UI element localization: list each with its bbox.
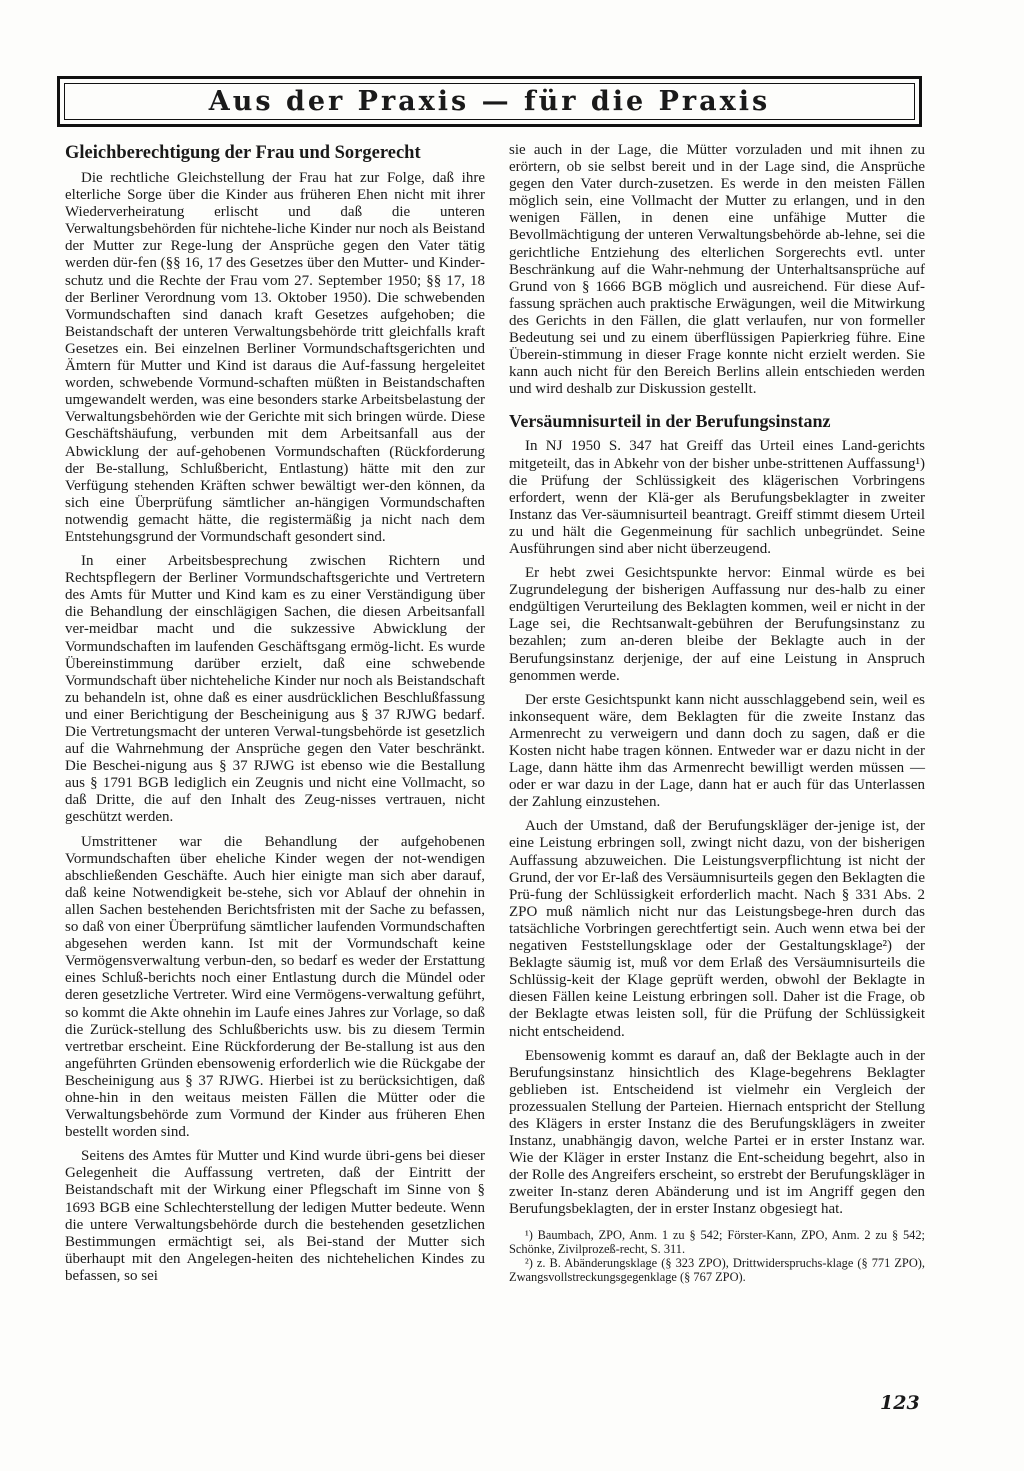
footnotes: [509, 1228, 925, 1285]
left-column: [65, 142, 485, 1292]
footnote: ²) z. B. Abänderungsklage (§ 323 ZPO), Drittwiderspruchs-klage (§ 771 ZPO), Zwangsvollstreckungsgegenklage (§ 767 ZPO).: [509, 1256, 925, 1285]
article-paragraph-continued: sie auch in der Lage, die Mütter vorzuladen und mit ihnen zu erörtern, ob sie selbst bereit und in der Lage sind, die Ansprüche gegen den Vater durch-zusetzen. Es werde in den meisten Fällen möglich sein, eine Vollmacht der Mutter zu erlangen, und in den wenigen Fällen, in denen eine unfähige Mutter die Bevollmächtigung der unteren Verwaltungsbehörde ab-lehne, sei die gerichtliche Entziehung des elterlichen Sorgerechts evtl. unter Beschränkung auf die Wahr-nehmung der Unterhaltsansprüche auf Grund von § 1666 BGB möglich und ausreichend. Für diese Auf-fassung sprächen auch praktische Erwägungen, weil die Mitwirkung des Gerichts in den Fällen, die glatt verlaufen, nur von formeller Bedeutung sei und zu einem überflüssigen Papierkrieg führe. Eine Überein-stimmung in dieser Frage konnte nicht erzielt werden. Sie kann auch nicht für den Bereich Berlins allein entschieden werden und wird deshalb zur Diskussion gestellt.: [509, 142, 925, 398]
article-paragraph: Auch der Umstand, daß der Berufungskläger der-jenige ist, der eine Leistung erbringen soll, zwingt nicht dazu, von der bisherigen Auffassung abzuweichen. Die Leistungsverpflichtung ist nicht der Grund, der vor Er-laß des Versäumnisurteils gegen den Beklagten die Prü-fung der Schlüssigkeit erforderlich macht. Nach § 331 Abs. 2 ZPO muß nämlich nicht nur das Leistungsbege-hren durch das tatsächliche Vorbringen gerechtfertigt sein. Auch wenn etwa bei der negativen Feststellungsklage oder der Gestaltungsklage²) der Beklagte säumig ist, muß vor dem Erlaß des Versäumnisurteils die Schlüssig-keit der Klage geprüft werden, obwohl der Beklagte in diesen Fällen keine Leistung erbringen soll. Daher ist die Frage, ob der Beklagte etwas leisten soll, für die Prüfung der Schlüssigkeit nicht entscheidend.: [509, 818, 925, 1040]
right-column: [509, 142, 925, 1285]
article-paragraph: In einer Arbeitsbesprechung zwischen Richtern und Rechtspflegern der Berliner Vormundschaftsgerichte und Vertretern des Amts für Mutter und Kind kam es zu einer Verständigung über die Behandlung der einschlägigen Sachen, die diesen Arbeitsanfall ver-meidbar macht und die sukzessive Abwicklung der Vormundschaften im laufenden Geschäftsgang ermög-licht. Es wurde Übereinstimmung darüber erzielt, daß eine schwebende Vormundschaft über nichteheliche Kinder nur noch als Beistandschaft zu behandeln ist, ohne daß es einer ausdrücklichen Beschlußfassung und einer Berichtigung der Bescheinigung aus § 37 RJWG bedarf. Die Vertretungsmacht der unteren Verwal-tungsbehörde ist gesetzlich auf die Wahrnehmung der Ansprüche gegen den Vater beschränkt. Die Beschei-nigung aus § 37 RJWG ist ebenso wie die Bestallung aus § 1791 BGB lediglich ein Zeugnis und nicht eine Vollmacht, so daß Dritte, die auf den Inhalt des Zeug-nisses vertrauen, nicht geschützt werden.: [65, 553, 486, 826]
article-paragraph: Er hebt zwei Gesichtspunkte hervor: Einmal würde es bei Zugrundelegung der bisherigen Auffassung nur des-halb zu einer endgültigen Verurteilung des Beklagten kommen, weil er nicht in der Lage sei, die Rechtsanwalt-gebühren der Berufungsinstanz zu bezahlen; zum an-deren bleibe der Beklagte auch in der Berufungsinstanz derjenige, der auf eine Leistung in Anspruch genommen werde.: [509, 565, 925, 684]
article-paragraph: In NJ 1950 S. 347 hat Greiff das Urteil eines Land-gerichts mitgeteilt, das in Abkehr von der bisher unbe-strittenen Auffassung¹) die Prüfung der Schlüssigkeit des klägerischen Vorbringens erfordert, wenn der Klä-ger als Berufungsbeklagter in zweiter Instanz das Ver-säumnisurteil beantragt. Greiff stimmt diesem Urteil zu und hält die Gegenmeinung für sachlich unbegründet. Seine Ausführungen sind aber nicht überzeugend.: [509, 438, 925, 557]
section-title: Aus der Praxis — für die Praxis: [208, 86, 771, 117]
article-paragraph: Umstrittener war die Behandlung der aufgehobenen Vormundschaften über eheliche Kinder wegen der not-wendigen abschließenden Geschäfte. Auch hier einigte man sich aber darauf, daß keine Notwendigkeit be-stehe, sich vor Ablauf der ohnehin in allen Sachen bestehenden Berichtsfristen mit der Sache zu befassen, so daß von einer Überprüfung sämtlicher laufenden Vormundschaften abgesehen werden kann. Ist mit der Vormundschaft keine Vermögensverwaltung verbun-den, so bedarf es weder der Erstattung eines Schluß-berichts noch einer Entlastung durch die Mündel oder deren gesetzliche Vertreter. Wird eine Vermögens-verwaltung geführt, so kommt die Akte ohnehin im Laufe eines Jahres zur Vorlage, so daß die Zurück-stellung des Schlußberichts usw. bis zu diesem Termin vertretbar erscheint. Eine Rückforderung der Be-stallung ist aus den angeführten Gründen ebensowenig erforderlich wie die Rückgabe der Bescheinigung aus § 37 RJWG. Hierbei ist zu berücksichtigen, daß ohne-hin in den weitaus meisten Fällen die Mütter oder die Verwaltungsbehörde zum Vormund der Kinder aus früheren Ehen bestellt worden sind.: [65, 833, 485, 1141]
article-heading-sorgerecht: Gleichberechtigung der Frau und Sorgerecht: [65, 143, 421, 163]
article-paragraph: Die rechtliche Gleichstellung der Frau hat zur Folge, daß ihre elterliche Sorge über die Kinder aus früheren Ehen nicht mit ihrer Wiederverheiratung erlischt und daß die unteren Verwaltungsbehörden für nichtehe-liche Kinder nur noch als Beistand der Mutter zur Rege-lung der Ansprüche gegen den Vater tätig werden dür-fen (§§ 16, 17 des Gesetzes über den Mutter- und Kinder-schutz und die Rechte der Frau vom 27. September 1950; §§ 17, 18 der Berliner Verordnung vom 13. Oktober 1950). Die schwebenden Vormundschaften sind danach kraft Gesetzes aufgehoben; die Beistandschaft der unteren Verwaltungsbehörde tritt gleichfalls kraft Gesetzes ein. Bei einzelnen Berliner Vormundschaftsgerichten und Ämtern für Mutter und Kind ist daraus die Auf-fassung hergeleitet worden, schwebende Vormund-schaften müßten in Beistandschaften umgewandelt werden, was eine besonders starke Arbeitsbelastung der Verwaltungsbehörden wie der Gerichte mit sich bringen würde. Diese Geschäftshäufung, verbunden mit dem Arbeitsanfall aus der Abwicklung der auf-gehobenen Vormundschaften (Rückforderung der Be-stallung, Schlußbericht, Entlastung) hätte mit den zur Verfügung stehenden Kräften schwer bewältigt wer-den können, da sich eine Überprüfung sämtlicher an-hängigen Vormundschaften notwendig gemacht hätte, die registermäßig ja nicht nach dem Entstehungsgrund der Vormundschaft gesondert sind.: [65, 170, 485, 545]
article-heading-versaeumnisurteil: Versäumnisurteil in der Berufungsinstanz: [509, 411, 831, 432]
article-paragraph: Der erste Gesichtspunkt kann nicht ausschlaggebend sein, weil es inkonsequent wäre, dem Beklagten für die zweite Instanz das Armenrecht zu verweigern und dann doch zu sagen, daß er die Kosten nicht habe tragen können. Entweder war er dazu nicht in der Lage, dann hätte ihm das Armenrecht bewilligt werden müssen — oder er war dazu in der Lage, dann hat er auch für das Unterlassen der Zahlung einzustehen.: [509, 691, 925, 811]
footnote: ¹) Baumbach, ZPO, Anm. 1 zu § 542; Förster-Kann, ZPO, Anm. 2 zu § 542; Schönke, Zivilprozeß-recht, S. 311.: [509, 1227, 925, 1256]
section-banner: [57, 76, 922, 127]
article-paragraph: Seitens des Amtes für Mutter und Kind wurde übri-gens bei dieser Gelegenheit die Auffassung vertreten, daß der Eintritt der Beistandschaft mit der Wirkung einer Pflegschaft im Sinne von § 1693 BGB eine Schlechterstellung der ledigen Mutter bedeute. Wenn die untere Verwaltungsbehörde durch die bestehenden gesetzlichen Bestimmungen ermächtigt sei, als Bei-stand der Mutter sich überhaupt mit den Angelegen-heiten des nichtehelichen Kindes zu befassen, so sei: [65, 1148, 485, 1284]
page-number: 123: [880, 1392, 920, 1414]
section-banner-frame: [64, 83, 915, 120]
article-paragraph: Ebensowenig kommt es darauf an, daß der Beklagte auch in der Berufungsinstanz hinsichtlich des Klage-begehrens Beklagter geblieben ist. Entscheidend ist vielmehr ein Vergleich der prozessualen Stellung der Parteien. Hiernach entspricht der Stellung des Klägers in erster Instanz die des Berufungsklägers in zweiter Instanz, unabhängig davon, welche Partei er in erster Instanz war. Wie der Kläger in erster Instanz die Ent-scheidung begehrt, also in der Rolle des Angreifers erscheint, so erstrebt der Berufungskläger in zweiter In-stanz deren Abänderung und ist im Angriff gegen den Berufungsbeklagten, der in erster Instanz obgesiegt hat.: [509, 1047, 925, 1218]
